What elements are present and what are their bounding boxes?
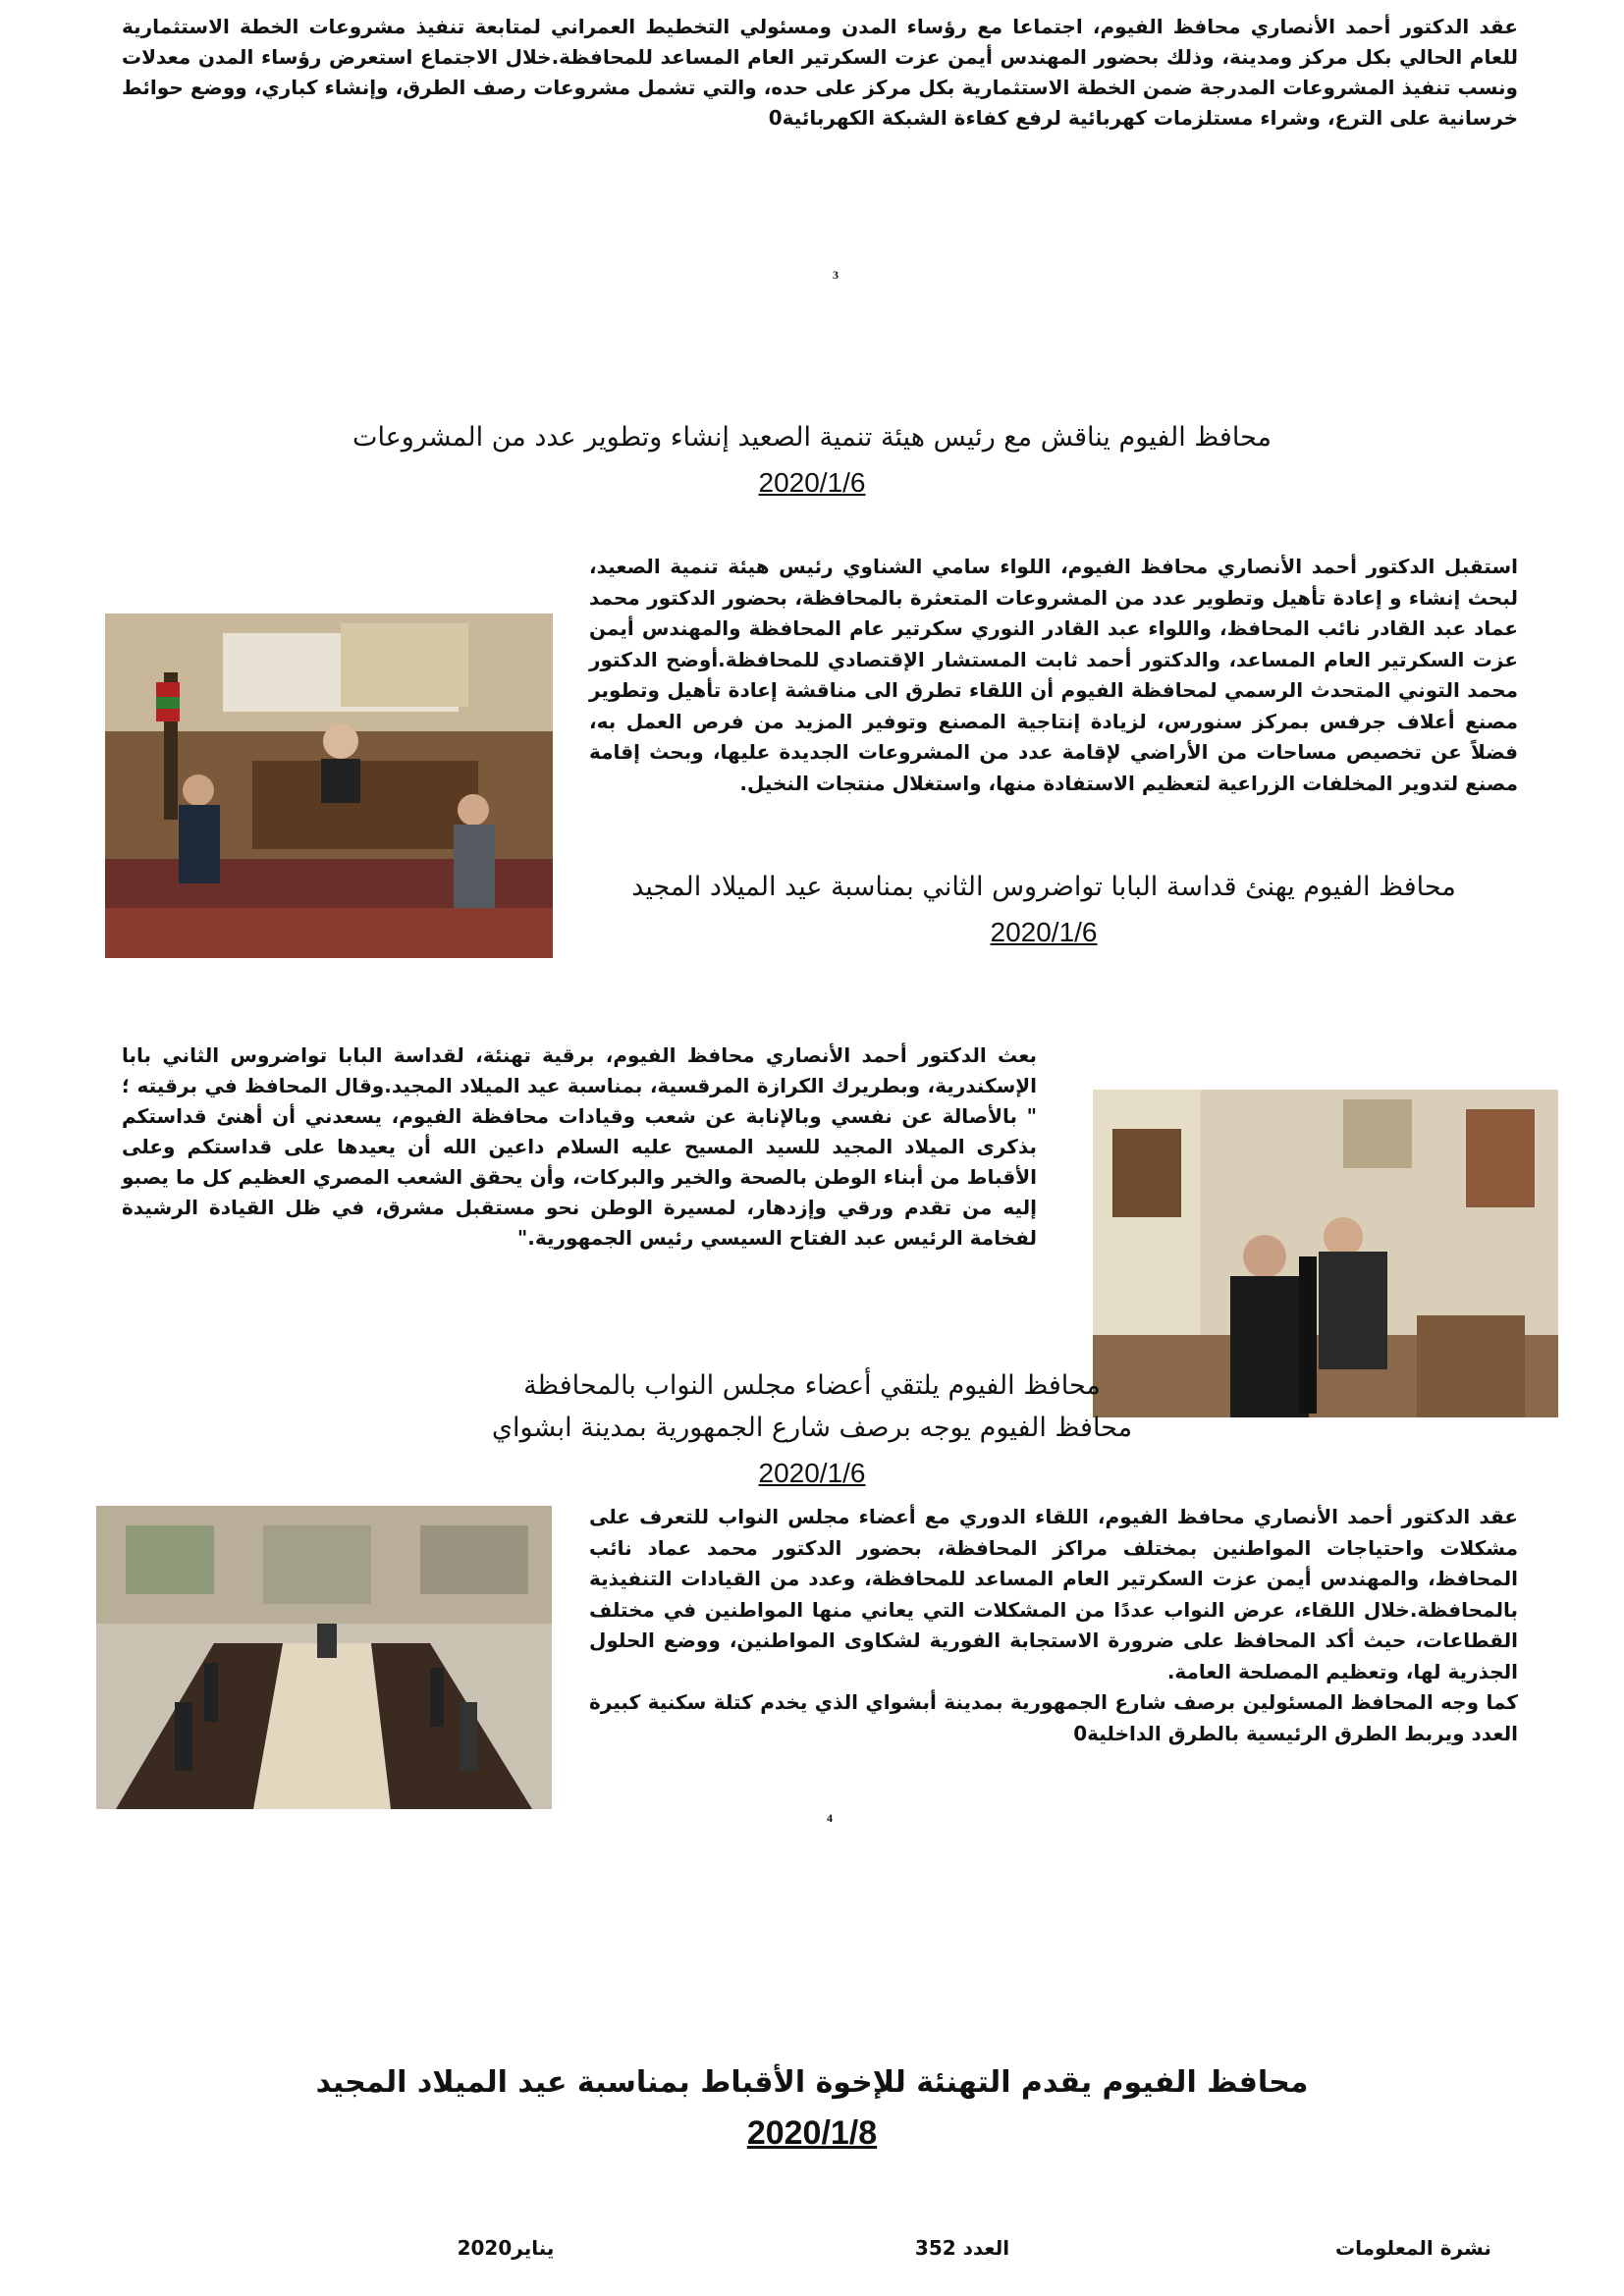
intro-text: عقد الدكتور أحمد الأنصاري محافظ الفيوم، اجتماعا مع رؤساء المدن ومسئولي التخطيط العمراني لمتابعة تنفيذ مشروعات الخطة الاستثمارية للعام الحالي بكل مركز ومدينة، وذلك بحضور المهندس أيمن عزت السكرتير العام المساعد للمحافظة.خلال الاجتماع استعرض رؤساء المدن معدلات ونسب تنفيذ المشروعات المدرجة ضمن الخطة الاستثمارية بكل مركز على حده، والتي تشمل مشروعات رصف الطرق، وإنشاء كباري، ووضع حوائط خرسانية على الترع، وشراء مستلزمات كهربائية لرفع كفاءة الشبكة الكهربائية0 <box>122 15 1518 130</box>
article3-title-line2: محافظ الفيوم يوجه برصف شارع الجمهورية بمدينة ابشواي <box>491 1413 1133 1443</box>
article2-text: بعث الدكتور أحمد الأنصاري محافظ الفيوم، برقية تهنئة، لقداسة البابا تواضروس الثاني بابا الإسكندرية، وبطريرك الكرازة المرقسية، بمناسبة عيد الميلاد المجيد.وقال المحافظ في برقيته ؛ " بالأصالة عن نفسي وبالإنابة عن شعب وقيادات محافظة الفيوم، يسعدني أن أهنئ قداستكم بذكرى الميلاد المجيد للسيد المسيح عليه السلام داعين الله أن يعيدها على قداستكم وعلى الأقباط من أبناء الوطن بالصحة والخير والبركات، وأن يحقق الشعب المصري العظيم كل ما يصبو إليه من تقدم ورقي وإزدهار، لمسيرة الوطن نحو مستقبل مشرق، في ظل القيادة الرشيدة لفخامة الرئيس عبد الفتاح السيسي رئيس الجمهورية." <box>122 1043 1037 1250</box>
intro-paragraph <box>122 12 1518 133</box>
article3-paragraph <box>122 1502 1518 1816</box>
article2-date: 2020/1/6 <box>990 917 1098 947</box>
article3-text1: عقد الدكتور أحمد الأنصاري محافظ الفيوم، اللقاء الدوري مع أعضاء مجلس النواب للتعرف على مشكلات واحتياجات المواطنين بمختلف مراكز المحافظة، بحضور الدكتور محمد عماد نائب المحافظ، والمهندس أيمن عزت السكرتير العام المساعد للمحافظة، وعدد من القيادات التنفيذية بالمحافظة.خلال اللقاء، عرض النواب عددًا من المشكلات التي يعاني منها المواطنين في مختلف القطاعات، حيث أكد المحافظ على ضرورة الاستجابة الفورية لشكاوى المواطنين، ووضع الحلول الجذرية لها، وتعظيم المصلحة العامة. <box>589 1505 1518 1683</box>
footer-publication: نشرة المعلومات <box>1335 2236 1491 2260</box>
article1-paragraph <box>122 552 1518 1074</box>
article3-text2: كما وجه المحافظ المسئولين برصف شارع الجمهورية بمدينة أبشواي الذي يخدم كتلة سكنية كبيرة العدد ويربط الطرق الرئيسية بالطرق الداخلية0 <box>589 1690 1518 1745</box>
footer-issue: العدد 352 <box>914 2236 1010 2260</box>
article4-title: محافظ الفيوم يقدم التهنئة للإخوة الأقباط بمناسبة عيد الميلاد المجيد <box>315 2065 1309 2100</box>
article4-date: 2020/1/8 <box>746 2114 878 2152</box>
page-number: 4 <box>827 1811 833 1825</box>
article1-text: استقبل الدكتور أحمد الأنصاري محافظ الفيوم، اللواء سامي الشناوي رئيس هيئة تنمية الصعيد، لبحث إنشاء و إعادة تأهيل وتطوير عدد من المشروعات المتعثرة بالمحافظة، بحضور الدكتور محمد عماد عبد القادر نائب المحافظ، واللواء عبد القادر النوري سكرتير عام المحافظة والمهندس أيمن عزت السكرتير العام المساعد، والدكتور أحمد ثابت المستشار الإقتصادي للمحافظة.أوضح الدكتور محمد التوني المتحدث الرسمي لمحافظة الفيوم أن اللقاء تطرق الى مناقشة إعادة تأهيل وتطوير مصنع أعلاف جرفس بمركز سنورس، لزيادة إنتاجية المصنع وتوفير المزيد من فرص العمل به، فضلاً عن تخصيص مساحات من الأراضي لإقامة عدد من المشروعات الجديدة عليها، وبحث إقامة مصنع لتدوير المخلفات الزراعية لتعظيم الاستفادة منها، واستغلال منتجات النخيل. <box>589 555 1518 795</box>
article2-title: محافظ الفيوم يهنئ قداسة البابا تواضروس الثاني بمناسبة عيد الميلاد المجيد <box>631 872 1456 902</box>
article1-date: 2020/1/6 <box>758 467 866 498</box>
article3-date: 2020/1/6 <box>758 1458 866 1488</box>
article1-title: محافظ الفيوم يناقش مع رئيس هيئة تنمية الصعيد إنشاء وتطوير عدد من المشروعات <box>352 422 1272 453</box>
footer-month: يناير2020 <box>457 2236 555 2260</box>
page-number: 3 <box>833 268 839 282</box>
article3-title-line1: محافظ الفيوم يلتقي أعضاء مجلس النواب بالمحافظة <box>523 1370 1101 1401</box>
